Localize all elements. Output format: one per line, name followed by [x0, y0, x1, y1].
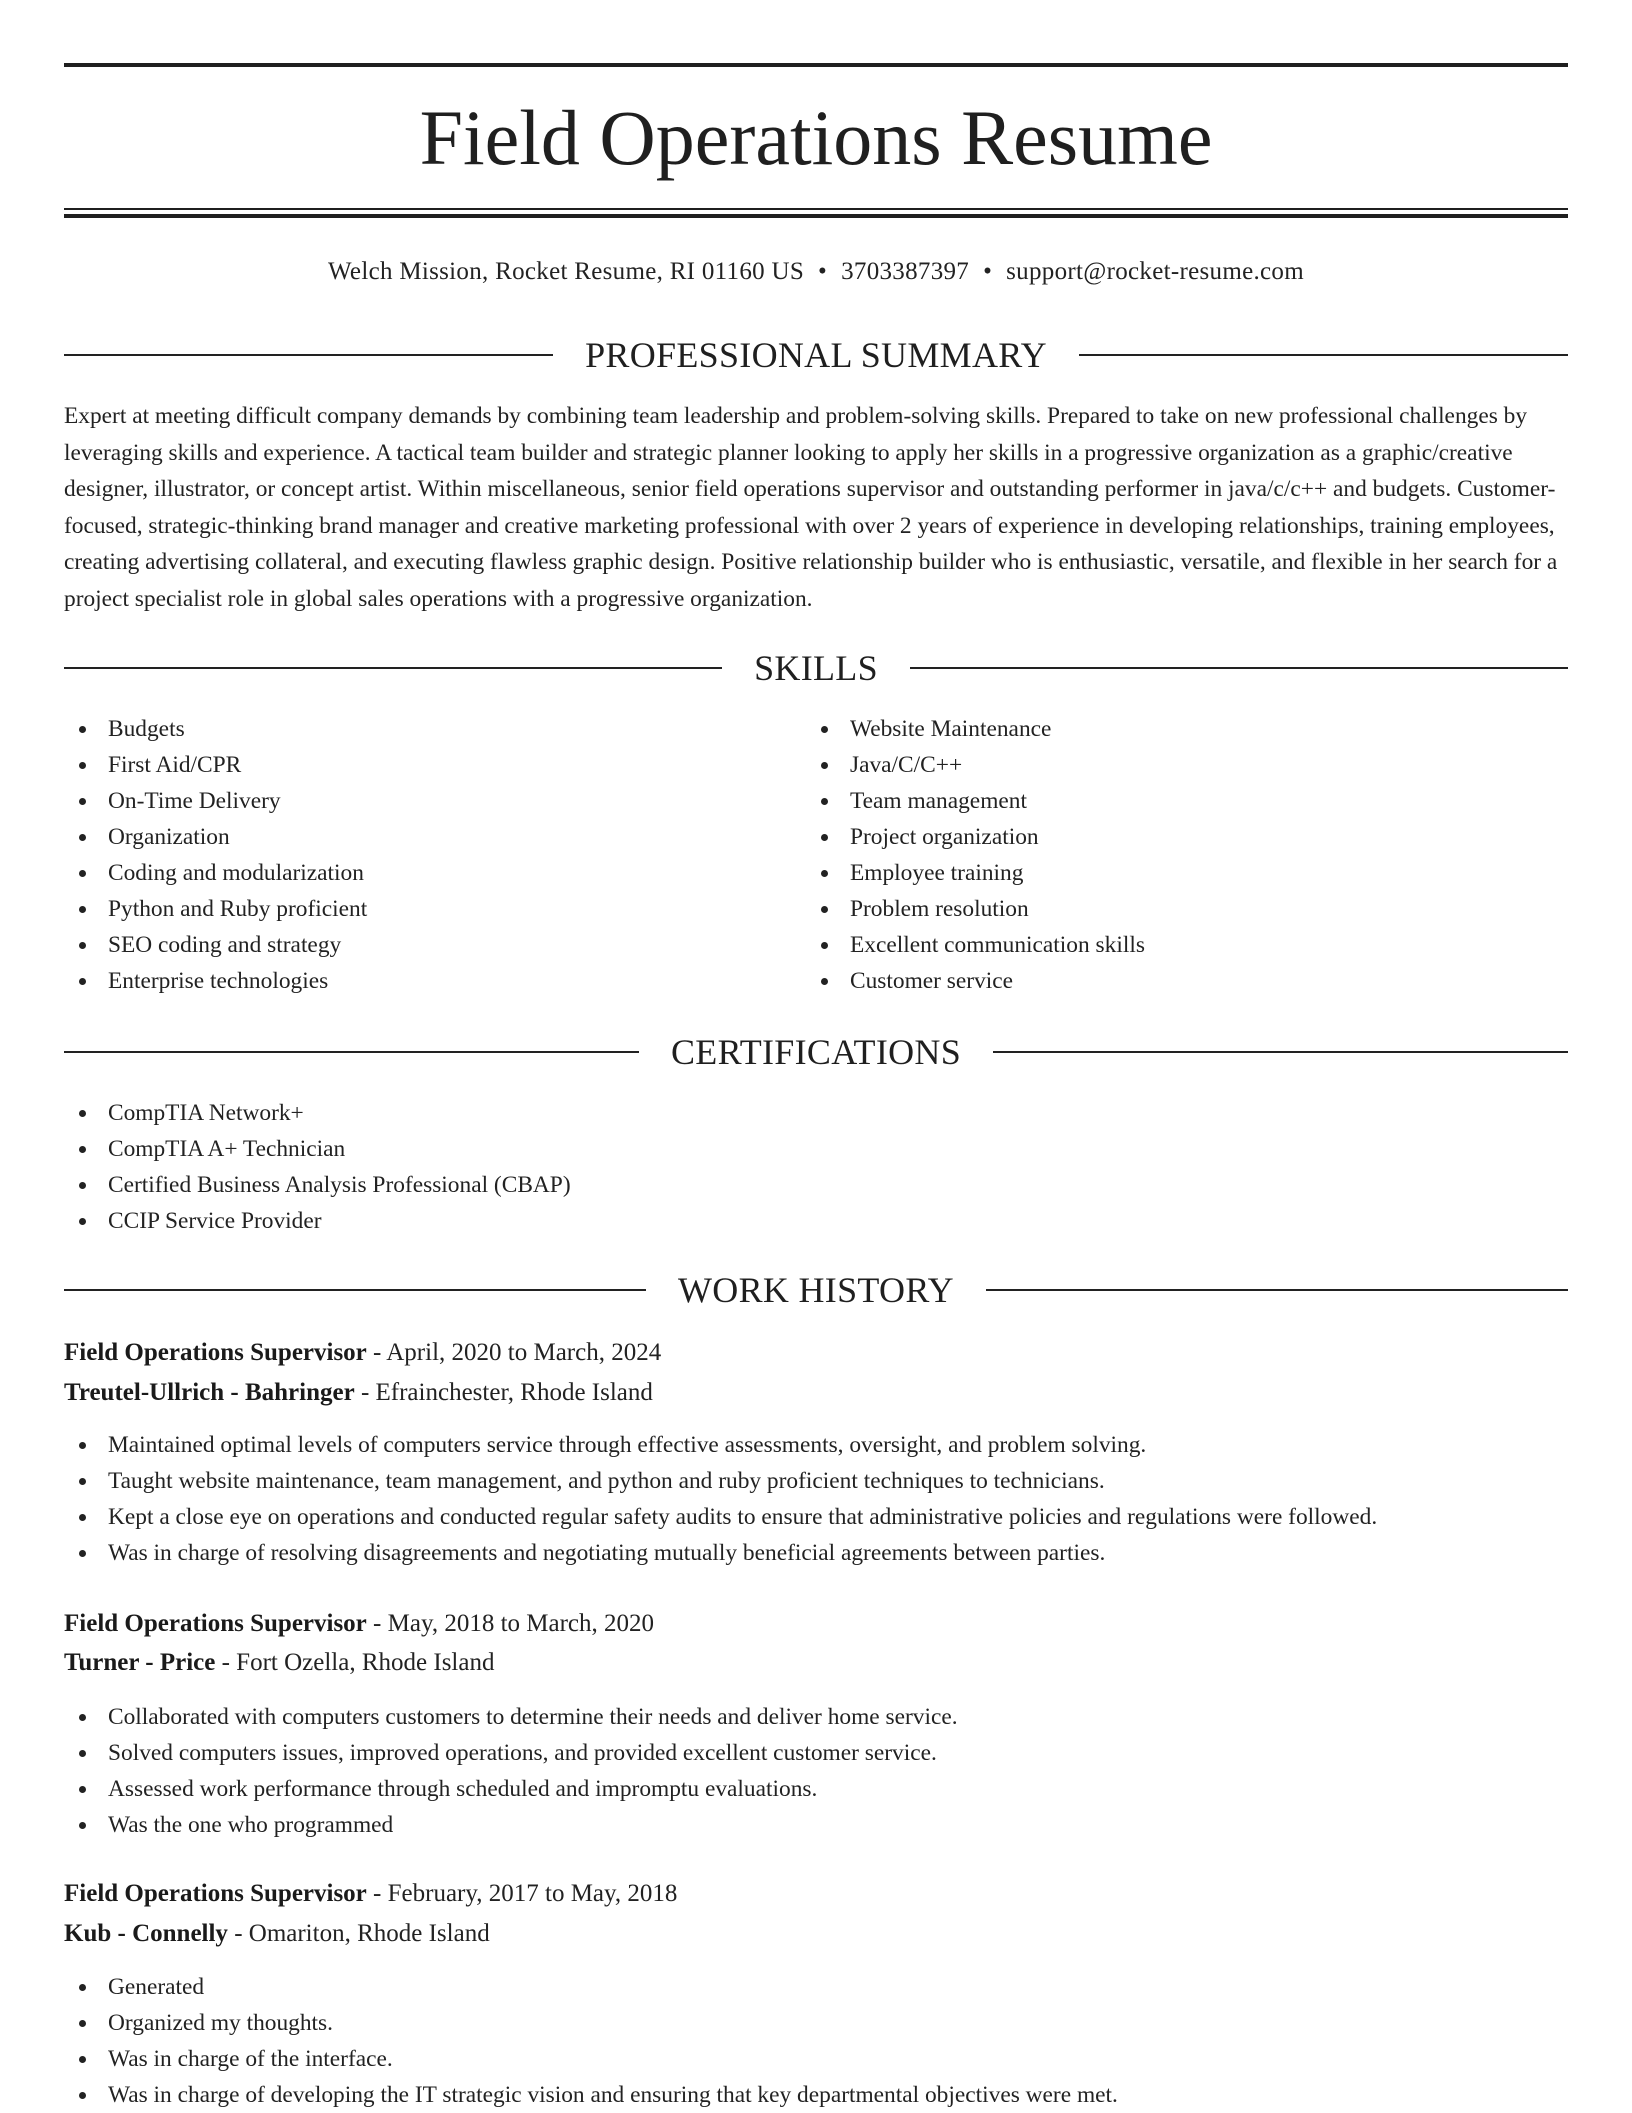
job-bullet: Taught website maintenance, team management, and python and ruby proficient techniques to technicians. [64, 1463, 1568, 1499]
skill-item: Employee training [806, 855, 1546, 891]
job-company: Kub - Connelly [64, 1920, 228, 1947]
skill-item: Problem resolution [806, 891, 1546, 927]
job-bullets [64, 1427, 1568, 1571]
skills-list-left [64, 711, 804, 999]
contact-separator: • [818, 258, 828, 285]
job-dates: - May, 2018 to March, 2020 [366, 1610, 655, 1637]
job-bullet: Maintained optimal levels of computers service through effective assessments, oversight, and problem solving. [64, 1427, 1568, 1463]
summary-section-heading [64, 330, 1568, 380]
contact-email: support@rocket-resume.com [1006, 258, 1304, 285]
skill-item: Python and Ruby proficient [64, 891, 804, 927]
work-section-heading [64, 1265, 1568, 1315]
certifications-section-heading [64, 1027, 1568, 1077]
job-title-line [64, 1874, 1568, 1914]
job-company-line [64, 1373, 1568, 1413]
header-bottom-rule-2 [64, 214, 1568, 218]
job-title-line [64, 1333, 1568, 1373]
job-company-line [64, 1914, 1568, 1954]
job-company: Treutel-Ullrich - Bahringer [64, 1379, 355, 1406]
header-bottom-rule-1 [64, 208, 1568, 210]
skill-item: Excellent communication skills [806, 927, 1546, 963]
heading-rule [64, 354, 553, 356]
job-dates: - February, 2017 to May, 2018 [366, 1880, 678, 1907]
job-dates: - April, 2020 to March, 2024 [366, 1339, 662, 1366]
job-bullet: Solved computers issues, improved operations, and provided excellent customer service. [64, 1735, 1568, 1771]
certifications-heading: CERTIFICATIONS [670, 1032, 962, 1072]
heading-rule [910, 667, 1568, 669]
certification-item: CompTIA Network+ [64, 1095, 1568, 1131]
job-title: Field Operations Supervisor [64, 1339, 367, 1366]
heading-rule [1079, 354, 1568, 356]
skill-item: Project organization [806, 819, 1546, 855]
job-location: - Efrainchester, Rhode Island [354, 1379, 653, 1406]
skills-heading: SKILLS [754, 648, 878, 688]
certification-item: CompTIA A+ Technician [64, 1131, 1568, 1167]
work-heading: WORK HISTORY [678, 1270, 954, 1310]
job-bullet: Was in charge of resolving disagreements and negotiating mutually beneficial agreements between parties. [64, 1535, 1568, 1571]
job-bullet: Generated [64, 1969, 1568, 2005]
header-top-rule [64, 63, 1568, 67]
job-bullet: Assessed work performance through scheduled and impromptu evaluations. [64, 1771, 1568, 1807]
skill-item: Organization [64, 819, 804, 855]
heading-rule [64, 667, 722, 669]
skill-item: Team management [806, 783, 1546, 819]
job-bullets [64, 1699, 1568, 1843]
skill-item: First Aid/CPR [64, 747, 804, 783]
contact-separator: • [983, 258, 993, 285]
job-bullet: Was in charge of developing the IT strategic vision and ensuring that key departmental objectives were met. [64, 2077, 1568, 2113]
job-bullet: Organized my thoughts. [64, 2005, 1568, 2041]
certifications-list [64, 1095, 1568, 1239]
skill-item: Customer service [806, 963, 1546, 999]
job-location: - Omariton, Rhode Island [227, 1920, 490, 1947]
job-bullet: Was the one who programmed [64, 1807, 1568, 1843]
summary-heading: PROFESSIONAL SUMMARY [585, 335, 1047, 375]
skills-list-right [806, 711, 1546, 999]
skill-item: Coding and modularization [64, 855, 804, 891]
skill-item: Java/C/C++ [806, 747, 1546, 783]
skill-item: Enterprise technologies [64, 963, 804, 999]
contact-line [64, 252, 1568, 292]
page-title: Field Operations Resume [419, 94, 1213, 181]
job-bullet: Kept a close eye on operations and conducted regular safety audits to ensure that administrative policies and regulations were followed. [64, 1499, 1568, 1535]
heading-rule [993, 1051, 1568, 1053]
job-title: Field Operations Supervisor [64, 1610, 367, 1637]
job-bullet: Was in charge of the interface. [64, 2041, 1568, 2077]
heading-rule [64, 1051, 639, 1053]
certification-item: Certified Business Analysis Professional (CBAP) [64, 1167, 1568, 1203]
job-title-line [64, 1604, 1568, 1644]
skill-item: SEO coding and strategy [64, 927, 804, 963]
job-company: Turner - Price [64, 1649, 216, 1676]
skill-item: Budgets [64, 711, 804, 747]
certification-item: CCIP Service Provider [64, 1203, 1568, 1239]
job-title: Field Operations Supervisor [64, 1880, 367, 1907]
skills-section-heading [64, 643, 1568, 693]
skill-item: On-Time Delivery [64, 783, 804, 819]
summary-text: Expert at meeting difficult company demands by combining team leadership and problem-solving skills. Prepared to take on new professional challenges by leveraging skills and experience. A tactical team builder and strategic planner looking to apply her skills in a progressive organization as a graphic/creative designer, illustrator, or concept artist. Within miscellaneous, senior field operations supervisor and outstanding performer in java/c/c++ and budgets. Customer-focused, strategic-thinking brand manager and creative marketing professional with over 2 years of experience in developing relationships, training employees, creating advertising collateral, and executing flawless graphic design. Positive relationship builder who is enthusiastic, versatile, and flexible in her search for a project specialist role in global sales operations with a progressive organization. [64, 403, 1558, 612]
job-location: - Fort Ozella, Rhode Island [215, 1649, 495, 1676]
heading-rule [64, 1289, 646, 1291]
job-company-line [64, 1643, 1568, 1683]
job-bullets [64, 1969, 1568, 2113]
contact-address: Welch Mission, Rocket Resume, RI 01160 US [328, 258, 805, 285]
contact-phone: 3703387397 [841, 258, 970, 285]
job-bullet: Collaborated with computers customers to determine their needs and deliver home service. [64, 1699, 1568, 1735]
skill-item: Website Maintenance [806, 711, 1546, 747]
heading-rule [986, 1289, 1568, 1291]
